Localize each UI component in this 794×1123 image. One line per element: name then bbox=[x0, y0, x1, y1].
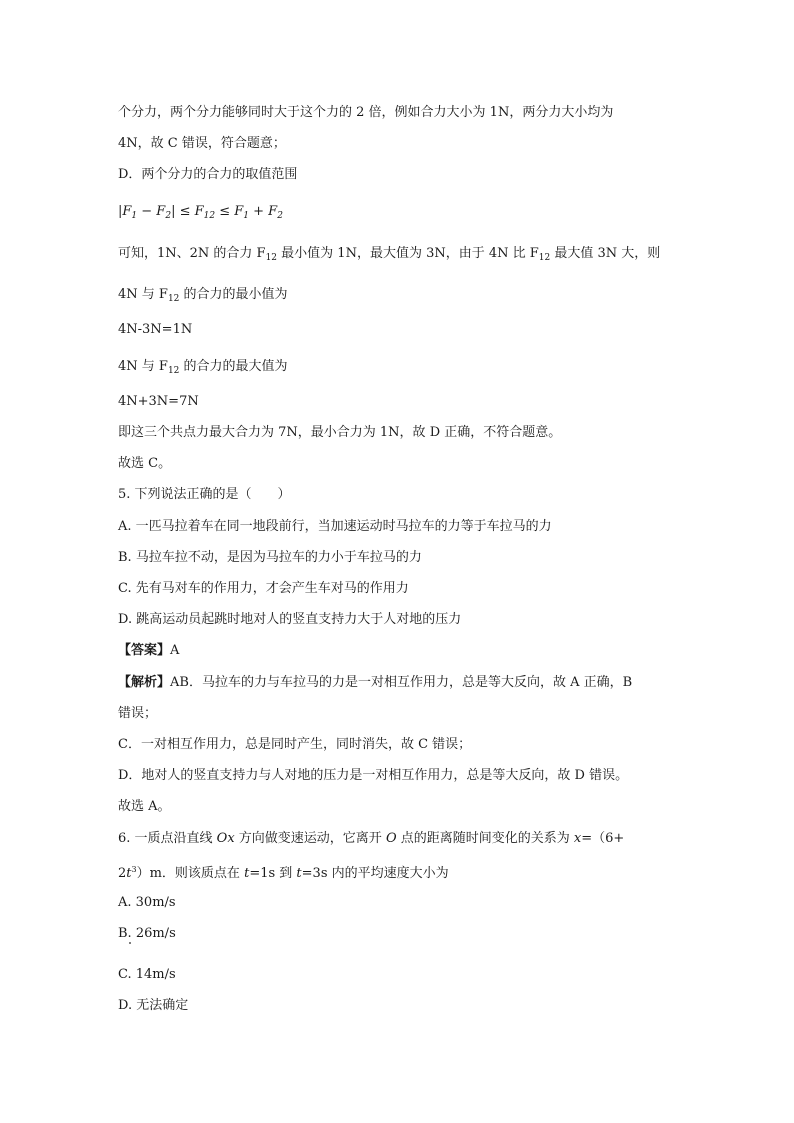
math-var: Ox bbox=[216, 831, 235, 846]
answer-line bbox=[118, 642, 179, 660]
option-d: D. 无法确定 bbox=[118, 998, 189, 1013]
text-line: 4N-3N=1N bbox=[118, 322, 193, 337]
formula-sub: 2 bbox=[277, 211, 283, 221]
math-var: t bbox=[296, 866, 302, 881]
formula-sub: 2 bbox=[165, 211, 172, 221]
text-part: 最小值为 1N，最大值为 3N，由于 4N 比 F bbox=[277, 246, 539, 261]
text-part: =（6+ bbox=[581, 831, 625, 846]
option-c: C. 先有马对车的作用力，才会产生车对马的作用力 bbox=[118, 581, 409, 596]
formula-range bbox=[118, 203, 283, 225]
explanation-line: C．一对相互作用力，总是同时产生，同时消失，故 C 错误； bbox=[118, 737, 472, 752]
formula-part: + F bbox=[249, 204, 278, 219]
text-part: 4N 与 F bbox=[118, 359, 168, 374]
explanation-line bbox=[118, 674, 632, 692]
superscript: 3 bbox=[131, 865, 137, 874]
explanation-line: 错误； bbox=[118, 706, 158, 721]
text-part: =3s 内的平均速度大小为 bbox=[301, 866, 449, 881]
option-b: B. 马拉车拉不动，是因为马拉车的力小于车拉马的力 bbox=[118, 550, 422, 565]
option-d: D. 跳高运动员起跳时地对人的竖直支持力大于人对地的压力 bbox=[118, 612, 462, 627]
text-line: 4N+3N=7N bbox=[118, 394, 199, 409]
answer-tag: 【答案】 bbox=[118, 643, 171, 658]
option-a: A. 30m/s bbox=[118, 895, 176, 910]
subscript: 12 bbox=[538, 253, 551, 263]
text-line bbox=[118, 245, 660, 267]
text-part: 的合力的最大值为 bbox=[179, 359, 288, 374]
math-var: t bbox=[126, 866, 132, 881]
text-line: 4N，故 C 错误，符合题意； bbox=[118, 136, 286, 151]
question-title bbox=[118, 830, 624, 848]
text-line: 个分力，两个分力能够同时大于这个力的 2 倍，例如合力大小为 1N，两分力大小均为 bbox=[118, 105, 614, 120]
math-var: O bbox=[385, 831, 397, 846]
explanation-text: AB．马拉车的力与车拉马的力是一对相互作用力，总是等大反向，故 A 正确，B bbox=[170, 675, 633, 690]
subscript: 12 bbox=[167, 366, 180, 376]
text-part: 方向做变速运动，它离开 bbox=[234, 831, 386, 846]
question-title: 5. 下列说法正确的是（ ） bbox=[118, 487, 291, 502]
text-line: 即这三个共点力最大合力为 7N，最小合力为 1N，故 D 正确，不符合题意。 bbox=[118, 425, 562, 440]
explanation-line: D．地对人的竖直支持力与人对地的压力是一对相互作用力，总是等大反向，故 D 错误。 bbox=[118, 768, 629, 783]
formula-part: ≤ F bbox=[215, 204, 244, 219]
formula-part: |F bbox=[118, 204, 132, 219]
text-line: 故选 C。 bbox=[118, 456, 172, 471]
formula-sub: 1 bbox=[243, 211, 249, 221]
option-c: C. 14m/s bbox=[118, 967, 176, 982]
text-part: 可知，1N、2N 的合力 F bbox=[118, 246, 266, 261]
explanation-tag: 【解析】 bbox=[118, 675, 171, 690]
explanation-line: 故选 A。 bbox=[118, 799, 171, 814]
text-part: =1s 到 bbox=[249, 866, 297, 881]
formula-part: − F bbox=[137, 204, 166, 219]
text-part: 最大值 3N 大，则 bbox=[550, 246, 661, 261]
text-part: 的合力的最小值为 bbox=[179, 287, 288, 302]
text-line bbox=[118, 286, 288, 308]
subscript: 12 bbox=[265, 253, 278, 263]
math-var: t bbox=[244, 866, 250, 881]
subscript: 12 bbox=[167, 294, 180, 304]
option-b: B. 26m/s bbox=[118, 926, 176, 941]
math-var: x bbox=[573, 831, 582, 846]
formula-part: | ≤ F bbox=[171, 204, 204, 219]
text-part: 点的距离随时间变化的关系为 bbox=[396, 831, 574, 846]
formula-sub: 12 bbox=[203, 211, 216, 221]
text-line bbox=[118, 358, 288, 380]
text-part: 4N 与 F bbox=[118, 287, 168, 302]
answer-value: A bbox=[170, 643, 180, 658]
text-line: D．两个分力的合力的取值范围 bbox=[118, 167, 298, 182]
text-part: 6. 一质点沿直线 bbox=[118, 831, 217, 846]
option-a: A. 一匹马拉着车在同一地段前行，当加速运动时马拉车的力等于车拉马的力 bbox=[118, 519, 552, 534]
text-part: ）m．则该质点在 bbox=[136, 866, 245, 881]
stray-dot bbox=[129, 942, 131, 944]
question-title bbox=[118, 861, 449, 883]
formula-sub: 1 bbox=[131, 211, 138, 221]
text-part: 2 bbox=[118, 866, 127, 881]
